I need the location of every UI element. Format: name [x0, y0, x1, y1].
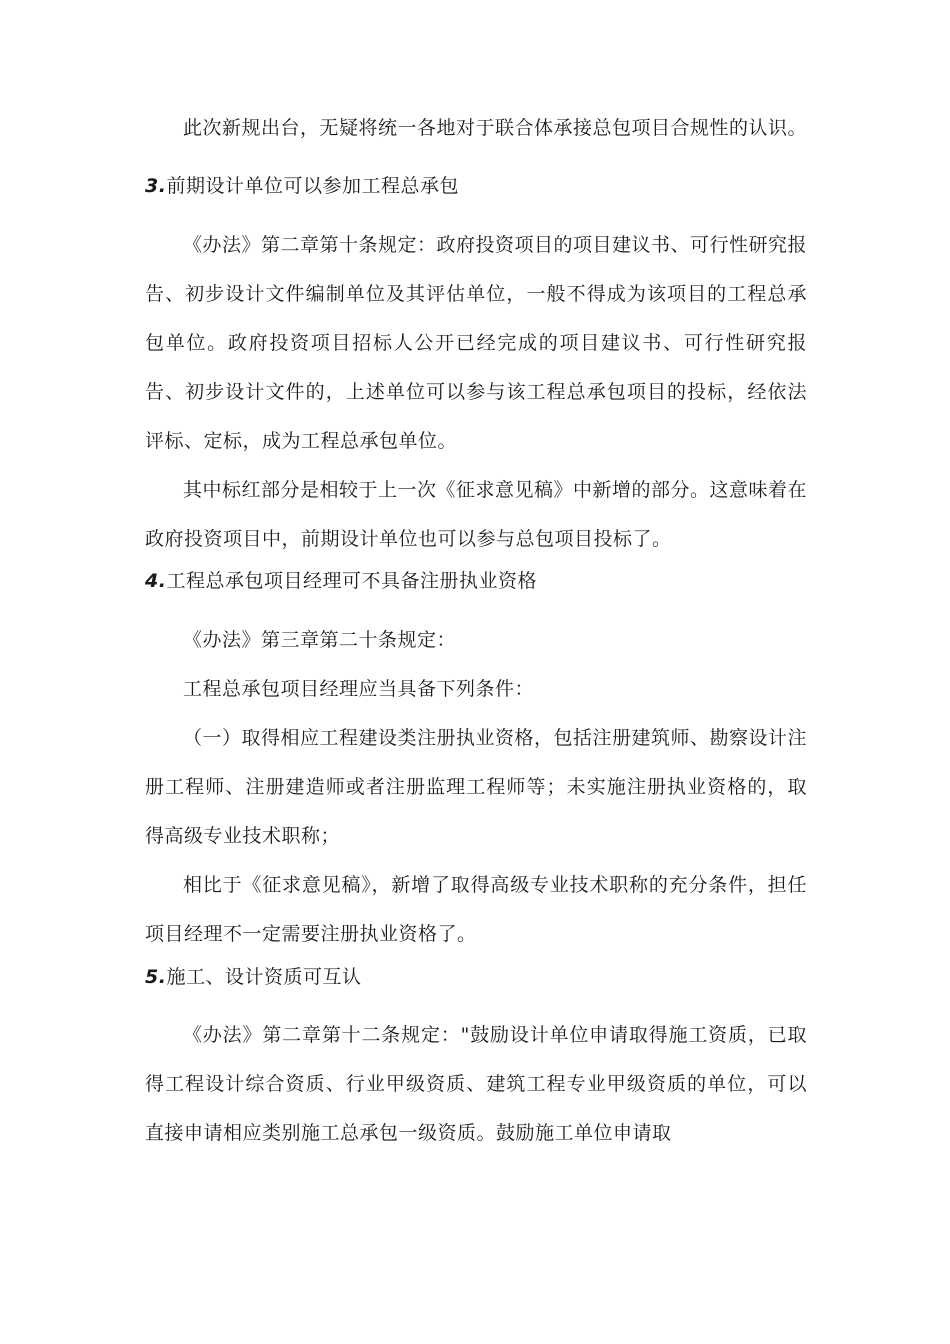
paragraph-note-red: 其中标红部分是相较于上一次《征求意见稿》中新增的部分。这意味着在政府投资项目中，前期设计单位也可以参与总包项目投标了。: [145, 479, 808, 550]
paragraph-conditions: 工程总承包项目经理应当具备下列条件：: [183, 678, 535, 700]
paragraph-article-12: 《办法》第二章第十二条规定："鼓励设计单位申请取得施工资质，已取得工程设计综合资质、行业甲级资质、建筑工程专业甲级资质的单位，可以直接申请相应类别施工总承包一级资质。鼓励施工单位申请取: [145, 1024, 807, 1144]
section-title: 工程总承包项目经理可不具备注册执业资格: [166, 570, 537, 592]
section-heading-4: [145, 567, 807, 596]
section-title: 施工、设计资质可互认: [166, 966, 362, 988]
section-heading-5: [145, 963, 807, 992]
paragraph-article-10: 《办法》第二章第十条规定：政府投资项目的项目建议书、可行性研究报告、初步设计文件编制单位及其评估单位，一般不得成为该项目的工程总承包单位。政府投资项目招标人公开已经完成的项目建议书、可行性研究报告、初步设计文件的，上述单位可以参与该工程总承包项目的投标，经依法评标、定标，成为工程总承包单位。: [145, 234, 808, 452]
paragraph-intro: 此次新规出台，无疑将统一各地对于联合体承接总包项目合规性的认识。: [183, 117, 808, 139]
section-number: 3.: [145, 175, 167, 197]
paragraph-comparison: 相比于《征求意见稿》，新增了取得高级专业技术职称的充分条件，担任项目经理不一定需要注册执业资格了。: [145, 874, 807, 945]
paragraph-condition-1: （一）取得相应工程建设类注册执业资格，包括注册建筑师、勘察设计注册工程师、注册建造师或者注册监理工程师等；未实施注册执业资格的，取得高级专业技术职称；: [145, 727, 808, 847]
section-number: 5.: [145, 966, 167, 988]
section-number: 4.: [145, 570, 167, 592]
paragraph-article-20: 《办法》第三章第二十条规定：: [183, 629, 457, 651]
section-heading-3: [145, 172, 807, 201]
section-title: 前期设计单位可以参加工程总承包: [166, 175, 459, 197]
